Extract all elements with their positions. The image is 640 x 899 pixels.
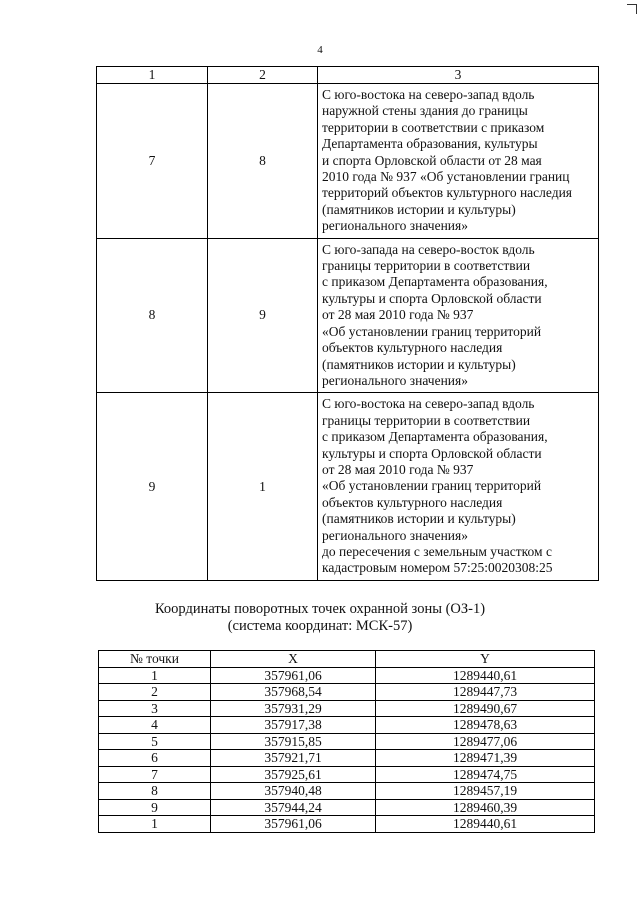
boundary-description: С юго-востока на северо-запад вдоль границы территории в соответствии с приказом Департамента образования, культуры и спорта Орловской области от 28 мая 2010 года № 937 «Об установлении границ территорий объектов культурного наследия (памятников истории и культуры) регионального значения» до пересечения с земельным участком с кадастровым номером 57:25:0020308:25: [318, 393, 599, 580]
point-number: 9: [99, 799, 211, 816]
y-value: 1289457,19: [376, 783, 595, 800]
point-number: 1: [99, 816, 211, 833]
table-header-row: [99, 651, 595, 668]
from-point: 8: [97, 238, 208, 393]
point-number: 4: [99, 717, 211, 734]
x-value: 357968,54: [211, 684, 376, 701]
point-number: 8: [99, 783, 211, 800]
x-value: 357961,06: [211, 667, 376, 684]
caption-title: Координаты поворотных точек охранной зоны (ОЗ-1): [154, 601, 486, 617]
x-value: 357917,38: [211, 717, 376, 734]
point-number: 5: [99, 733, 211, 750]
y-value: 1289474,75: [376, 766, 595, 783]
table-row: [99, 684, 595, 701]
page-number: 4: [317, 44, 323, 56]
column-header-3: 3: [318, 67, 599, 84]
y-value: 1289478,63: [376, 717, 595, 734]
column-header-1: 1: [97, 67, 208, 84]
y-value: 1289460,39: [376, 799, 595, 816]
table-row: [99, 750, 595, 767]
corner-crop-mark: [627, 4, 637, 14]
y-value: 1289490,67: [376, 700, 595, 717]
from-point: 7: [97, 84, 208, 239]
table-row: [99, 783, 595, 800]
boundary-description-table: [96, 66, 599, 581]
point-number: 2: [99, 684, 211, 701]
point-number: 6: [99, 750, 211, 767]
y-value: 1289440,61: [376, 667, 595, 684]
coordinates-table: [98, 650, 595, 833]
to-point: 8: [208, 84, 318, 239]
y-value: 1289440,61: [376, 816, 595, 833]
x-header: X: [211, 651, 376, 668]
table-row: [99, 799, 595, 816]
table-row: [99, 733, 595, 750]
point-number-header: № точки: [99, 651, 211, 668]
table-row: [97, 238, 599, 393]
caption-subtitle: (система координат: МСК-57): [227, 618, 413, 634]
table-row: [97, 84, 599, 239]
table-row: [99, 717, 595, 734]
table-row: [99, 700, 595, 717]
from-point: 9: [97, 393, 208, 580]
table-header-row: [97, 67, 599, 84]
point-number: 7: [99, 766, 211, 783]
table-row: [99, 667, 595, 684]
table-row: [99, 766, 595, 783]
coordinates-caption: [0, 601, 640, 635]
to-point: 1: [208, 393, 318, 580]
column-header-2: 2: [208, 67, 318, 84]
table-row: [97, 393, 599, 580]
x-value: 357915,85: [211, 733, 376, 750]
y-value: 1289471,39: [376, 750, 595, 767]
boundary-description: С юго-запада на северо-восток вдоль границы территории в соответствии с приказом Департамента образования, культуры и спорта Орловской области от 28 мая 2010 года № 937 «Об установлении границ территорий объектов культурного наследия (памятников истории и культуры) регионального значения»: [318, 238, 599, 393]
x-value: 357921,71: [211, 750, 376, 767]
x-value: 357940,48: [211, 783, 376, 800]
y-value: 1289447,73: [376, 684, 595, 701]
point-number: 3: [99, 700, 211, 717]
to-point: 9: [208, 238, 318, 393]
x-value: 357931,29: [211, 700, 376, 717]
boundary-description: С юго-востока на северо-запад вдоль наружной стены здания до границы территории в соответствии с приказом Департамента образования, культуры и спорта Орловской области от 28 мая 2010 года № 937 «Об установлении границ территорий объектов культурного наследия (памятников истории и культуры) регионального значения»: [318, 84, 599, 239]
x-value: 357961,06: [211, 816, 376, 833]
point-number: 1: [99, 667, 211, 684]
x-value: 357944,24: [211, 799, 376, 816]
x-value: 357925,61: [211, 766, 376, 783]
table-row: [99, 816, 595, 833]
y-header: Y: [376, 651, 595, 668]
y-value: 1289477,06: [376, 733, 595, 750]
